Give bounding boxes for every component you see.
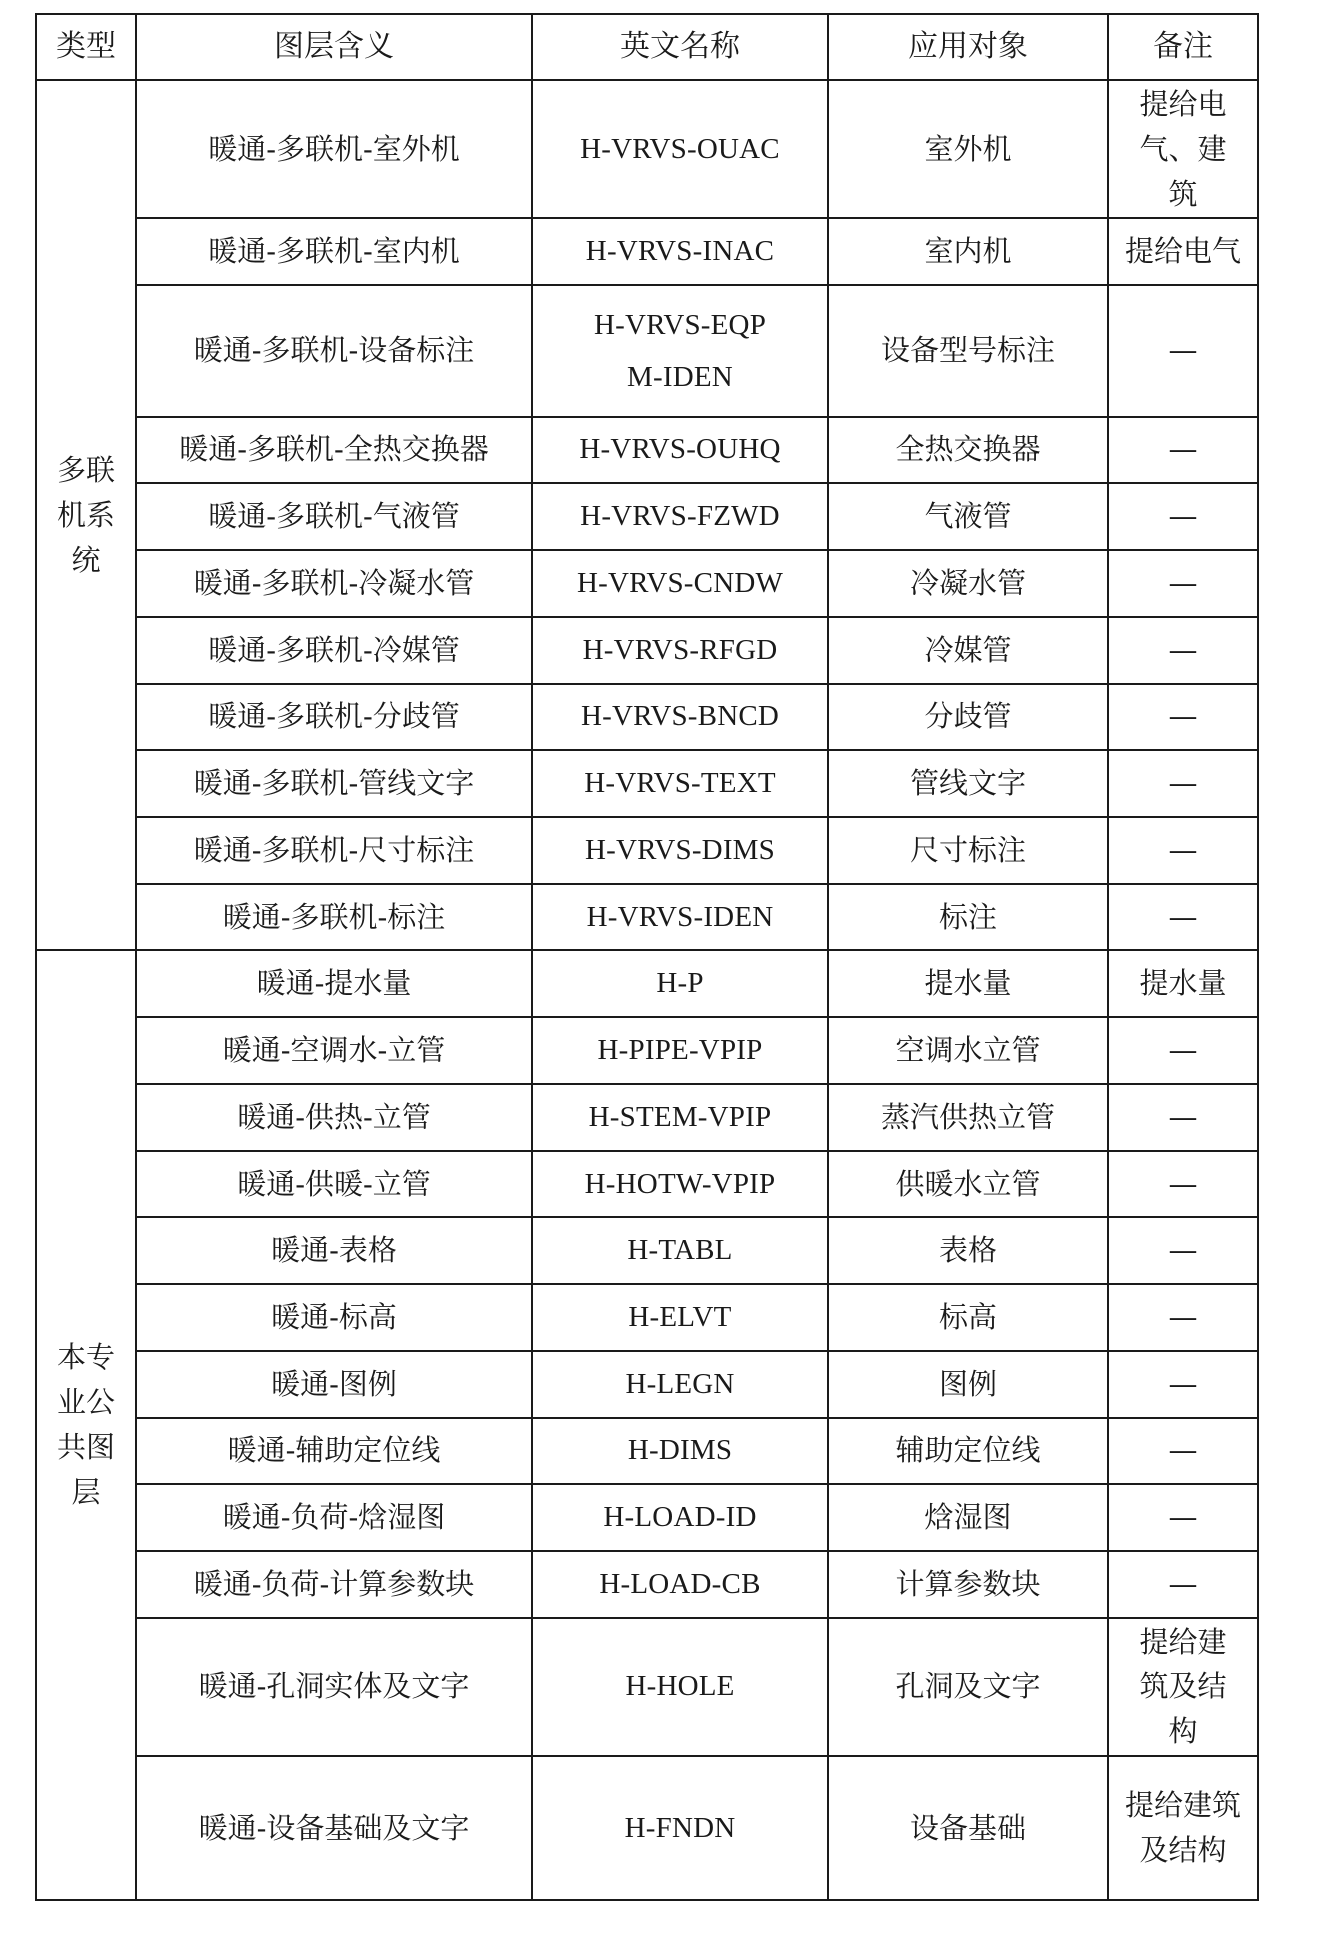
table-row [36,218,1258,285]
row-note: — [1108,617,1258,684]
table-row [36,1418,1258,1485]
row-meaning: 暖通-负荷-焓湿图 [136,1484,532,1551]
layer-table-sheet [35,13,1257,1901]
row-target: 孔洞及文字 [828,1618,1108,1756]
row-en-name: H-VRVS-DIMS [532,817,828,884]
row-target: 标注 [828,884,1108,951]
row-target: 设备基础 [828,1756,1108,1900]
row-meaning: 暖通-多联机-标注 [136,884,532,951]
row-note: — [1108,1017,1258,1084]
row-en-name: H-P [532,950,828,1017]
row-note: — [1108,285,1258,416]
table-row [36,817,1258,884]
row-en-name: H-TABL [532,1217,828,1284]
row-note: 提给电气 [1108,218,1258,285]
row-note: — [1108,884,1258,951]
row-meaning: 暖通-辅助定位线 [136,1418,532,1485]
row-meaning: 暖通-多联机-设备标注 [136,285,532,416]
header-target: 应用对象 [828,14,1108,80]
row-note: — [1108,1284,1258,1351]
row-meaning: 暖通-多联机-室外机 [136,80,532,218]
row-target: 室外机 [828,80,1108,218]
row-meaning: 暖通-提水量 [136,950,532,1017]
row-note: — [1108,1151,1258,1218]
row-meaning: 暖通-多联机-冷媒管 [136,617,532,684]
row-en-name: H-FNDN [532,1756,828,1900]
table-row [36,1756,1258,1900]
header-en-name: 英文名称 [532,14,828,80]
row-en-name: H-LEGN [532,1351,828,1418]
row-target: 蒸汽供热立管 [828,1084,1108,1151]
row-target: 室内机 [828,218,1108,285]
row-meaning: 暖通-标高 [136,1284,532,1351]
row-target: 表格 [828,1217,1108,1284]
row-target: 设备型号标注 [828,285,1108,416]
row-meaning: 暖通-表格 [136,1217,532,1284]
row-en-name: H-VRVS-BNCD [532,684,828,751]
row-meaning: 暖通-图例 [136,1351,532,1418]
row-note: — [1108,817,1258,884]
row-en-name: H-DIMS [532,1418,828,1485]
row-en-name: H-ELVT [532,1284,828,1351]
row-note: — [1108,1217,1258,1284]
row-note: — [1108,1484,1258,1551]
table-row [36,884,1258,951]
row-meaning: 暖通-多联机-尺寸标注 [136,817,532,884]
row-note: 提给建筑及结构 [1108,1618,1258,1756]
row-en-name: H-LOAD-ID [532,1484,828,1551]
row-meaning: 暖通-供暖-立管 [136,1151,532,1218]
table-row [36,285,1258,416]
group-label-common: 本专业公共图层 [36,950,136,1900]
row-note: 提水量 [1108,950,1258,1017]
row-target: 辅助定位线 [828,1418,1108,1485]
table-row [36,1217,1258,1284]
row-en-name: H-PIPE-VPIP [532,1017,828,1084]
row-meaning: 暖通-多联机-全热交换器 [136,417,532,484]
row-meaning: 暖通-空调水-立管 [136,1017,532,1084]
table-row [36,617,1258,684]
table-row [36,1351,1258,1418]
row-target: 分歧管 [828,684,1108,751]
row-target: 冷媒管 [828,617,1108,684]
row-note: — [1108,483,1258,550]
row-target: 供暖水立管 [828,1151,1108,1218]
table-row [36,1017,1258,1084]
row-meaning: 暖通-孔洞实体及文字 [136,1618,532,1756]
row-target: 计算参数块 [828,1551,1108,1618]
header-meaning: 图层含义 [136,14,532,80]
table-row [36,950,1258,1017]
row-en-name: H-HOTW-VPIP [532,1151,828,1218]
row-en-name: H-VRVS-TEXT [532,750,828,817]
row-meaning: 暖通-多联机-冷凝水管 [136,550,532,617]
row-en-name: H-LOAD-CB [532,1551,828,1618]
row-note: — [1108,684,1258,751]
row-target: 焓湿图 [828,1484,1108,1551]
row-note: — [1108,1551,1258,1618]
row-target: 提水量 [828,950,1108,1017]
table-row [36,750,1258,817]
row-note: — [1108,417,1258,484]
row-en-name: H-VRVS-IDEN [532,884,828,951]
row-note: — [1108,1084,1258,1151]
row-en-name: H-STEM-VPIP [532,1084,828,1151]
table-row [36,483,1258,550]
row-note: — [1108,1351,1258,1418]
row-target: 尺寸标注 [828,817,1108,884]
table-row [36,1284,1258,1351]
row-en-name: H-HOLE [532,1618,828,1756]
table-row [36,80,1258,218]
row-target: 全热交换器 [828,417,1108,484]
row-en-name: H-VRVS-EQPM-IDEN [532,285,828,416]
row-target: 气液管 [828,483,1108,550]
table-row [36,1618,1258,1756]
row-en-name: H-VRVS-OUAC [532,80,828,218]
table-row [36,417,1258,484]
row-meaning: 暖通-多联机-气液管 [136,483,532,550]
row-note: — [1108,1418,1258,1485]
row-en-name: H-VRVS-RFGD [532,617,828,684]
row-target: 空调水立管 [828,1017,1108,1084]
header-note: 备注 [1108,14,1258,80]
row-target: 图例 [828,1351,1108,1418]
group-label-vrv: 多联机系统 [36,80,136,950]
header-type: 类型 [36,14,136,80]
row-note: 提给建筑及结构 [1108,1756,1258,1900]
table-header-row [36,14,1258,80]
row-meaning: 暖通-负荷-计算参数块 [136,1551,532,1618]
table-row [36,684,1258,751]
row-meaning: 暖通-多联机-管线文字 [136,750,532,817]
row-target: 管线文字 [828,750,1108,817]
table-row [36,1084,1258,1151]
table-row [36,550,1258,617]
row-en-name: H-VRVS-INAC [532,218,828,285]
row-note: 提给电气、建筑 [1108,80,1258,218]
row-en-name: H-VRVS-FZWD [532,483,828,550]
row-target: 标高 [828,1284,1108,1351]
row-meaning: 暖通-供热-立管 [136,1084,532,1151]
table-row [36,1551,1258,1618]
row-target: 冷凝水管 [828,550,1108,617]
row-note: — [1108,750,1258,817]
row-meaning: 暖通-多联机-分歧管 [136,684,532,751]
table-row [36,1484,1258,1551]
layer-table [35,13,1259,1901]
row-note: — [1108,550,1258,617]
row-en-name: H-VRVS-CNDW [532,550,828,617]
table-row [36,1151,1258,1218]
row-meaning: 暖通-多联机-室内机 [136,218,532,285]
row-en-name: H-VRVS-OUHQ [532,417,828,484]
row-meaning: 暖通-设备基础及文字 [136,1756,532,1900]
